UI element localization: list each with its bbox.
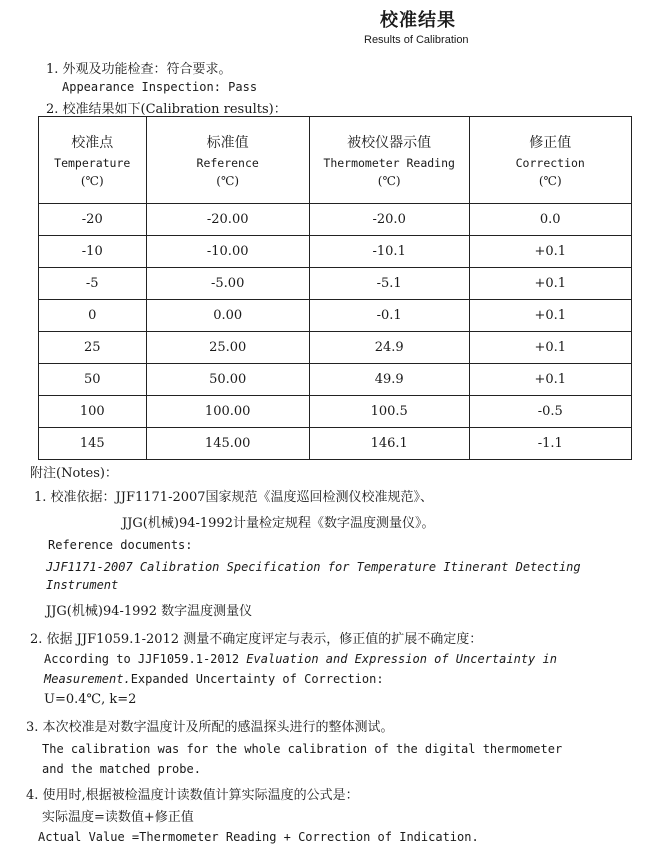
section-1-heading: 1. 外观及功能检查：符合要求。 [46,62,232,77]
note-2-uncertainty: 2. 依据 JJF1059.1-2012 测量不确定度评定与表示，修正值的扩展不确定度： [30,632,483,647]
note-3-scope: 3. 本次校准是对数字温度计及所配的感温探头进行的整体测试。 [26,720,394,735]
header-cn: 校准点 [71,135,114,151]
header-unit: (℃) [216,174,240,188]
header-cn: 标准值 [206,135,249,151]
cell-correction: 0.0 [469,204,632,236]
cell-temperature: 25 [39,332,147,364]
note-1-basis: 1. 校准依据：JJF1171-2007国家规范《温度巡回检测仪校准规范》、 [34,490,434,505]
cell-reading: -10.1 [309,236,469,268]
note-2-english-rest: Expanded Uncertainty of Correction: [130,672,384,686]
note-2-english-title: Evaluation and Expression of Uncertainty in [246,652,557,666]
note-2-english-line2 [44,672,384,686]
cell-reference: 100.00 [146,396,309,428]
header-en: Temperature [54,156,131,170]
cell-temperature: 50 [39,364,147,396]
calibration-table [38,116,632,460]
header-cn: 修正值 [529,135,572,151]
section-1-english: Appearance Inspection: Pass [62,80,258,94]
cell-reading: 146.1 [309,428,469,460]
header-en: Correction [515,156,585,170]
note-2-english-line1 [44,652,557,666]
table-row [39,204,632,236]
header-cn: 被校仪器示值 [347,135,432,151]
table-header-row [39,117,632,204]
cell-reference: -20.00 [146,204,309,236]
header-en: Reference [196,156,259,170]
note-2-english-title-cont: Measurement. [44,672,131,686]
header-unit: (℃) [80,174,104,188]
table-row [39,396,632,428]
table-row [39,364,632,396]
cell-correction: +0.1 [469,268,632,300]
cell-reading: 49.9 [309,364,469,396]
cell-reference: 50.00 [146,364,309,396]
note-1-jjg: JJG(机械)94-1992 数字温度测量仪 [46,604,253,619]
note-1-reference-label: Reference documents: [48,538,193,552]
header-thermometer-reading [309,117,469,204]
cell-reference: 0.00 [146,300,309,332]
table-row [39,268,632,300]
header-unit: (℃) [538,174,562,188]
cell-temperature: -10 [39,236,147,268]
header-correction [469,117,632,204]
section-2-heading: 2. 校准结果如下(Calibration results)： [46,102,287,117]
cell-reading: -0.1 [309,300,469,332]
cell-reference: -10.00 [146,236,309,268]
note-4-formula: 实际温度=读数值+修正值 [42,810,194,825]
table-row [39,300,632,332]
cell-reference: 145.00 [146,428,309,460]
cell-correction: +0.1 [469,332,632,364]
cell-reading: -20.0 [309,204,469,236]
note-2-uncertainty-value: U=0.4℃, k=2 [44,692,137,707]
page-title: 校准结果 [380,10,456,31]
header-reference [146,117,309,204]
note-1-spec-title-cont: Instrument [46,578,119,592]
note-1-basis-cont: JJG(机械)94-1992计量检定规程《数字温度测量仪》。 [122,516,435,531]
note-4-formula-intro: 4. 使用时,根据被检温度计读数值计算实际温度的公式是： [26,788,359,803]
cell-temperature: -20 [39,204,147,236]
page-subtitle: Results of Calibration [364,34,469,46]
cell-temperature: -5 [39,268,147,300]
note-3-english-line1: The calibration was for the whole calibration of the digital thermometer [42,742,563,756]
cell-reading: 24.9 [309,332,469,364]
cell-temperature: 0 [39,300,147,332]
cell-correction: -0.5 [469,396,632,428]
note-4-formula-english: Actual Value =Thermometer Reading + Correction of Indication. [38,830,479,844]
header-unit: (℃) [377,174,401,188]
table-row [39,332,632,364]
cell-temperature: 145 [39,428,147,460]
header-en: Thermometer Reading [323,156,455,170]
cell-correction: +0.1 [469,236,632,268]
cell-correction: +0.1 [469,300,632,332]
cell-temperature: 100 [39,396,147,428]
table-row [39,236,632,268]
notes-heading: 附注(Notes)： [30,466,118,481]
note-2-english-prefix: According to JJF1059.1-2012 [44,652,247,666]
note-1-spec-title: JJF1171-2007 Calibration Specification for Temperature Itinerant Detecting [46,560,581,574]
cell-reference: 25.00 [146,332,309,364]
cell-correction: -1.1 [469,428,632,460]
cell-reading: -5.1 [309,268,469,300]
table-row [39,428,632,460]
header-temperature [39,117,147,204]
cell-correction: +0.1 [469,364,632,396]
cell-reading: 100.5 [309,396,469,428]
cell-reference: -5.00 [146,268,309,300]
note-3-english-line2: and the matched probe. [42,762,201,776]
